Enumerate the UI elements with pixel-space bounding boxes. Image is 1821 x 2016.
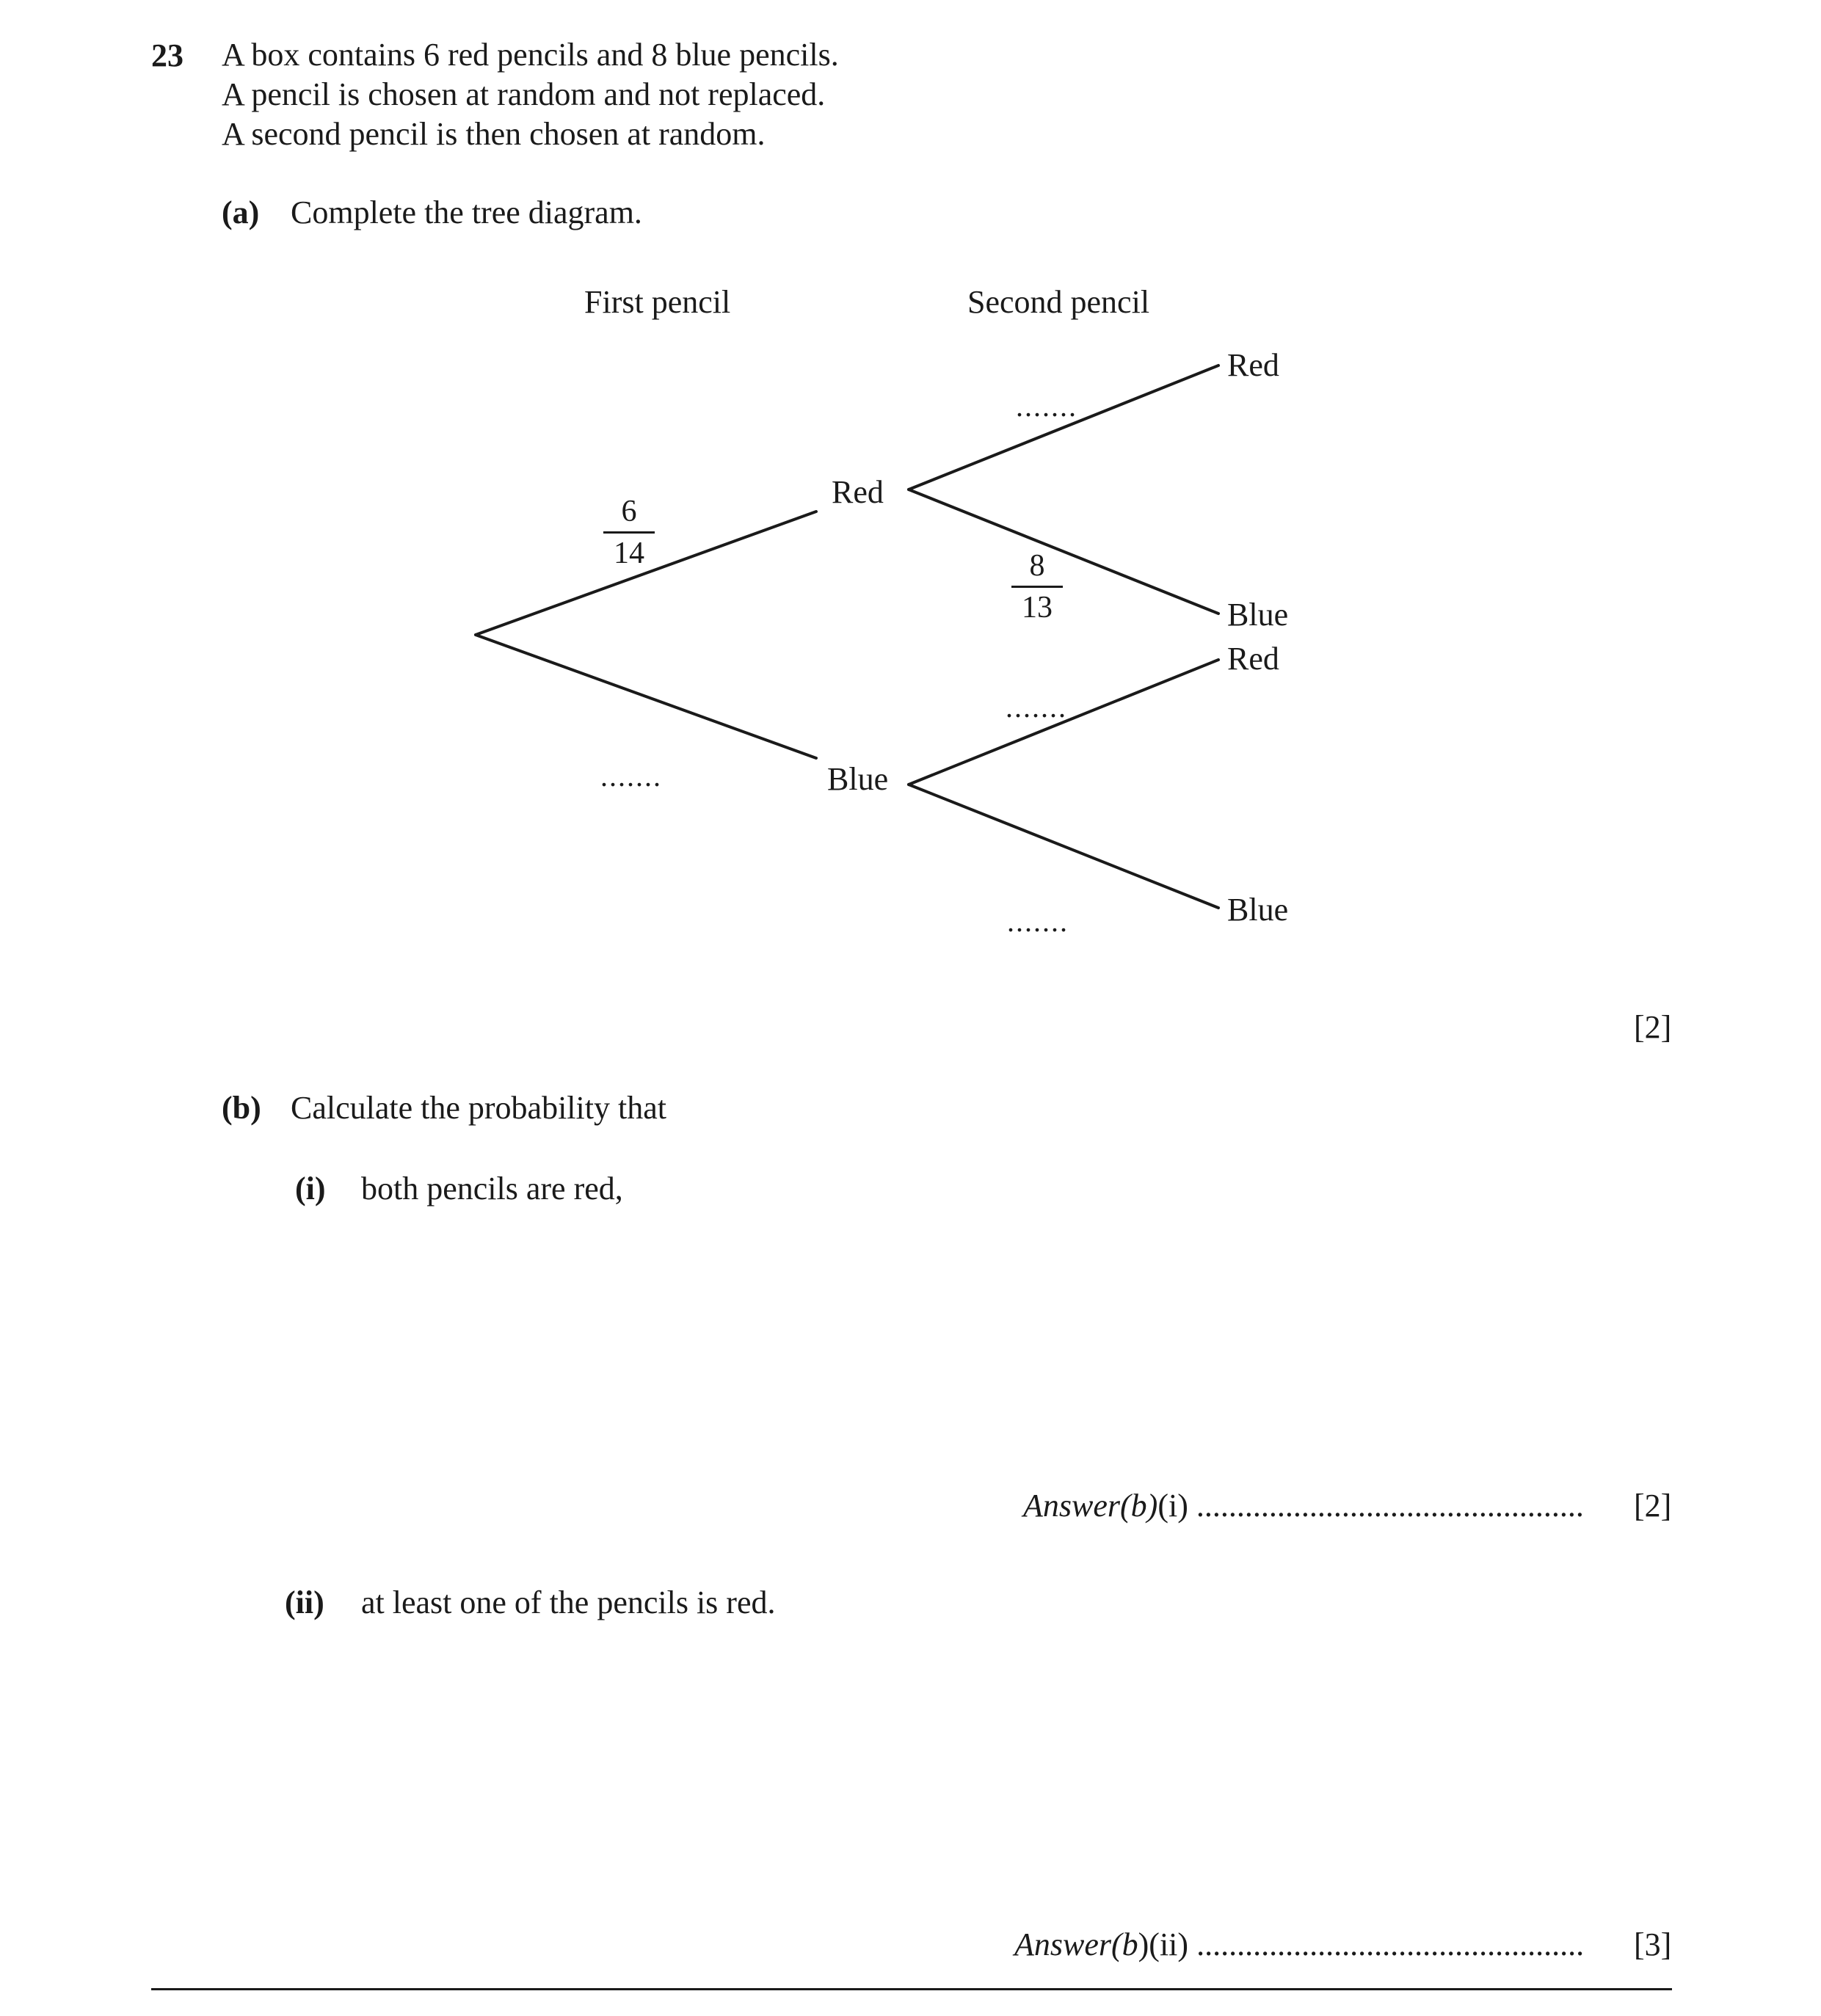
red-red-prob-blank[interactable]: ....... [1016, 390, 1077, 423]
branch-red-red [909, 365, 1218, 490]
part-b-i-marks: [2] [1634, 1488, 1672, 1524]
branch-blue-blue [909, 785, 1218, 908]
part-b-label: (b) [222, 1090, 261, 1126]
part-a-marks: [2] [1634, 1009, 1672, 1045]
first-blue-prob-blank[interactable]: ....... [600, 760, 662, 793]
outcome-blue-red: Red [1227, 641, 1279, 677]
first-red-probability [603, 493, 655, 572]
part-b-instruction: Calculate the probability that [291, 1090, 666, 1126]
answer-b-ii-label-roman: )(ii) [1138, 1926, 1189, 1962]
answer-b-ii-field[interactable]: ................................................ [1196, 1926, 1585, 1962]
blue-red-prob-blank[interactable]: ....... [1006, 691, 1067, 724]
outcome-red-blue: Blue [1227, 597, 1289, 633]
first-red-prob-denominator: 14 [614, 536, 644, 570]
red-blue-prob-bar [1011, 586, 1063, 588]
bottom-rule [151, 1988, 1672, 1990]
answer-b-i-field[interactable]: ................................................ [1196, 1488, 1584, 1524]
part-b-ii-label: (ii) [285, 1584, 324, 1620]
answer-b-i-label-roman: (i) [1157, 1488, 1188, 1524]
part-a-instruction: Complete the tree diagram. [291, 194, 642, 230]
stem-line-1: A box contains 6 red pencils and 8 blue pencils. [222, 37, 839, 73]
part-b-i-text: both pencils are red, [361, 1171, 623, 1207]
blue-blue-prob-blank[interactable]: ....... [1007, 905, 1069, 938]
first-blue-label: Blue [827, 761, 889, 797]
red-blue-probability [1011, 547, 1063, 626]
part-a-label: (a) [222, 194, 260, 230]
part-b-i-label: (i) [295, 1171, 326, 1207]
part-b-ii-marks: [3] [1634, 1926, 1672, 1962]
answer-b-ii-line [1014, 1926, 1584, 1963]
outcome-blue-blue: Blue [1227, 892, 1289, 928]
tree-header-first: First pencil [584, 284, 731, 320]
first-red-prob-bar [603, 531, 655, 534]
answer-b-ii-label-italic: Answer( [1014, 1926, 1122, 1962]
tree-header-second: Second pencil [967, 284, 1150, 320]
branch-first-blue [476, 635, 816, 758]
outcome-red-red: Red [1227, 347, 1279, 383]
first-red-label: Red [832, 474, 884, 510]
branch-red-blue [909, 490, 1218, 614]
answer-b-ii-label-b: b [1122, 1926, 1138, 1962]
stem-line-3: A second pencil is then chosen at random. [222, 116, 766, 152]
answer-b-i-label-italic: Answer(b) [1023, 1488, 1158, 1524]
stem-line-2: A pencil is chosen at random and not replaced. [222, 76, 826, 112]
answer-b-i-line [1023, 1487, 1584, 1524]
part-b-ii-text: at least one of the pencils is red. [361, 1584, 776, 1620]
red-blue-prob-denominator: 13 [1022, 591, 1053, 625]
red-blue-prob-numerator: 8 [1029, 549, 1045, 583]
first-red-prob-numerator: 6 [621, 495, 637, 528]
question-number: 23 [151, 37, 183, 73]
